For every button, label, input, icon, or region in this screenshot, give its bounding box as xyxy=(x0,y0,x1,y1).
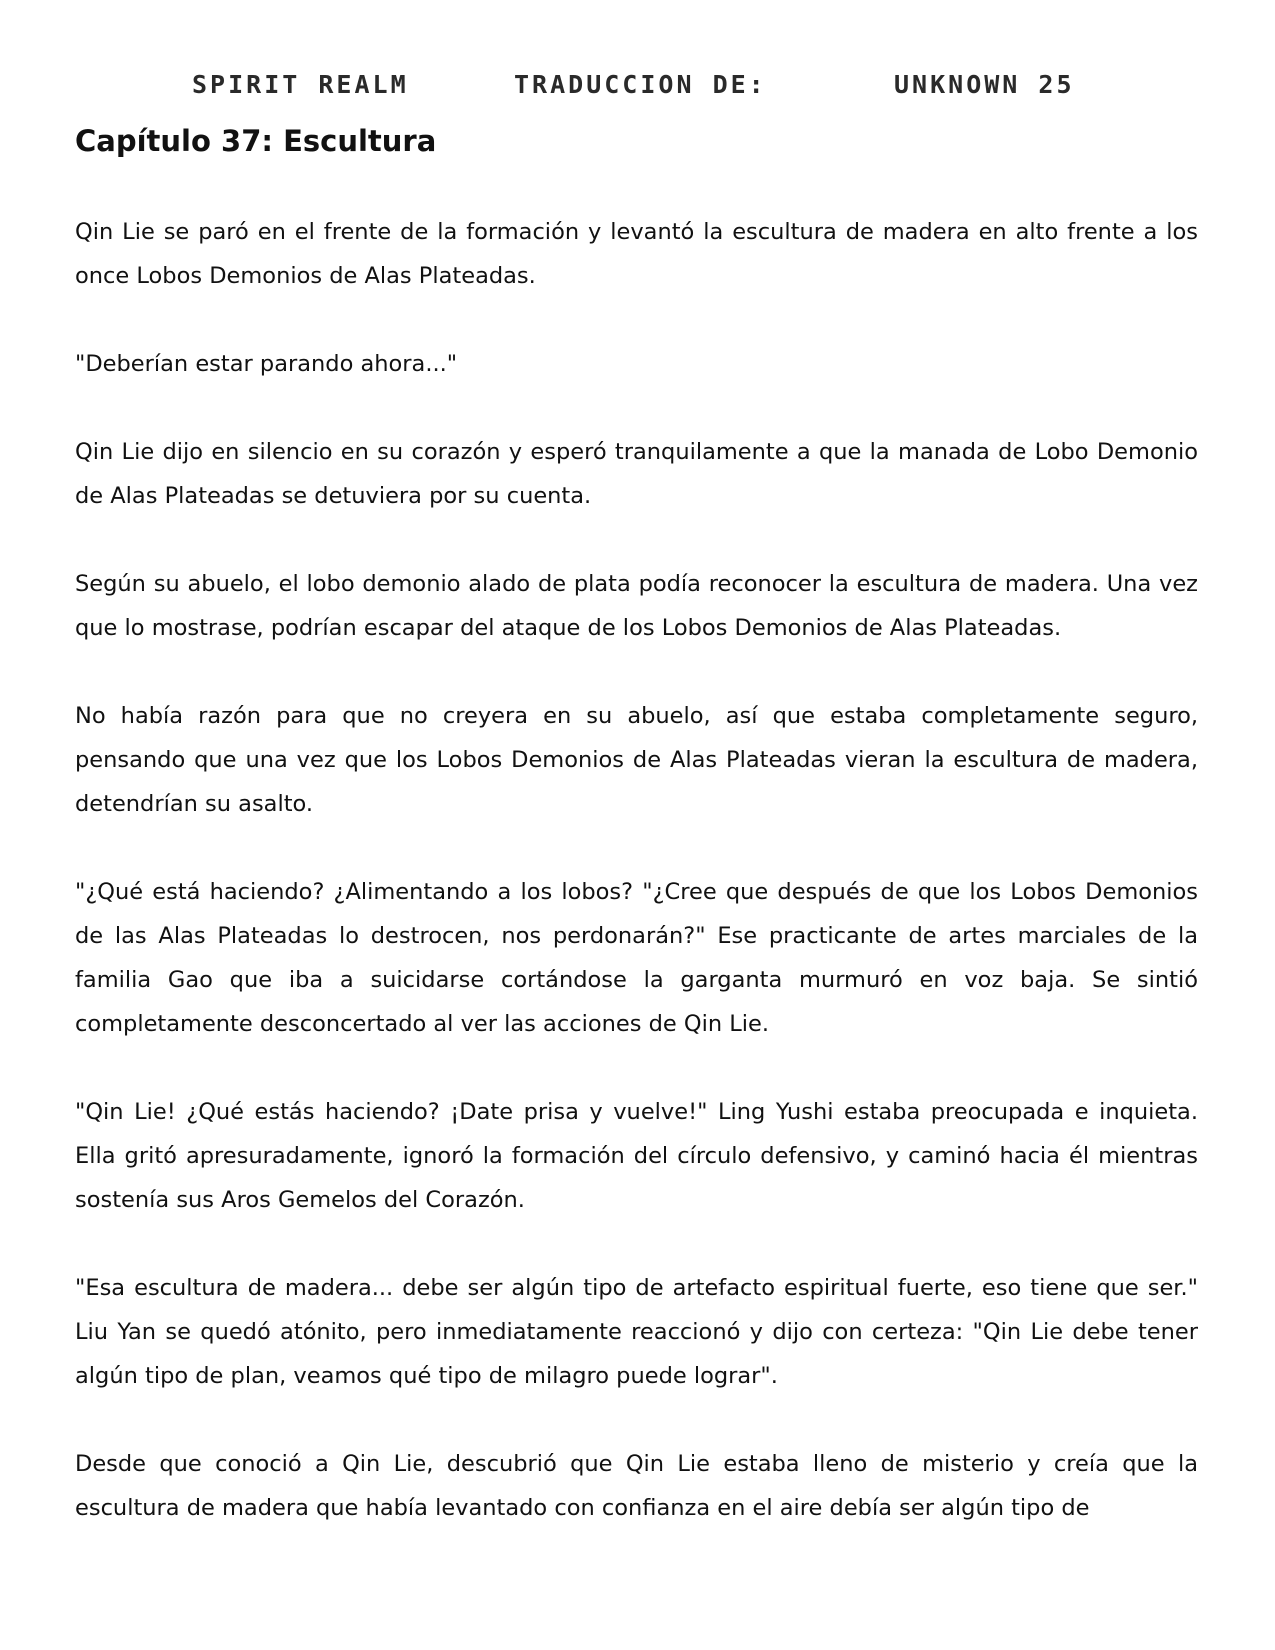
chapter-title: Capítulo 37: Escultura xyxy=(75,124,437,158)
header-series-name: SPIRIT REALM xyxy=(192,70,409,99)
page-header xyxy=(0,70,1275,110)
header-translation-label: TRADUCCION DE: xyxy=(514,70,767,99)
chapter-body xyxy=(75,210,1198,1574)
paragraph: Qin Lie dijo en silencio en su corazón y esperó tranquilamente a que la manada de Lobo Demonio de Alas Plateadas se detuviera por su cuenta. xyxy=(75,439,1198,509)
paragraph: "Esa escultura de madera... debe ser algún tipo de artefacto espiritual fuerte, eso tiene que ser." Liu Yan se quedó atónito, pero inmediatamente reaccionó y dijo con certeza: "Qin Lie debe tener algún tipo de plan, veamos qué tipo de milagro puede lograr". xyxy=(75,1275,1198,1389)
paragraph: Qin Lie se paró en el frente de la formación y levantó la escultura de madera en alto frente a los once Lobos Demonios de Alas Plateadas. xyxy=(75,219,1198,289)
paragraph: Desde que conoció a Qin Lie, descubrió que Qin Lie estaba lleno de misterio y creía que la escultura de madera que había levantado con confianza en el aire debía ser algún tipo de xyxy=(75,1451,1198,1521)
paragraph: No había razón para que no creyera en su abuelo, así que estaba completamente seguro, pensando que una vez que los Lobos Demonios de Alas Plateadas vieran la escultura de madera, detendrían su asalto. xyxy=(75,703,1198,817)
paragraph: "Deberían estar parando ahora..." xyxy=(75,351,458,377)
header-translator-name: UNKNOWN 25 xyxy=(894,70,1075,99)
paragraph: "Qin Lie! ¿Qué estás haciendo? ¡Date prisa y vuelve!" Ling Yushi estaba preocupada e inquieta. Ella gritó apresuradamente, ignoró la formación del círculo defensivo, y caminó hacia él mientras sostenía sus Aros Gemelos del Corazón. xyxy=(75,1099,1198,1213)
paragraph: "¿Qué está haciendo? ¿Alimentando a los lobos? "¿Cree que después de que los Lobos Demonios de las Alas Plateadas lo destrocen, nos perdonarán?" Ese practicante de artes marciales de la familia Gao que iba a suicidarse cortándose la garganta murmuró en voz baja. Se sintió completamente desconcertado al ver las acciones de Qin Lie. xyxy=(75,879,1198,1037)
paragraph: Según su abuelo, el lobo demonio alado de plata podía reconocer la escultura de madera. Una vez que lo mostrase, podrían escapar del ataque de los Lobos Demonios de Alas Plateadas. xyxy=(75,571,1198,641)
